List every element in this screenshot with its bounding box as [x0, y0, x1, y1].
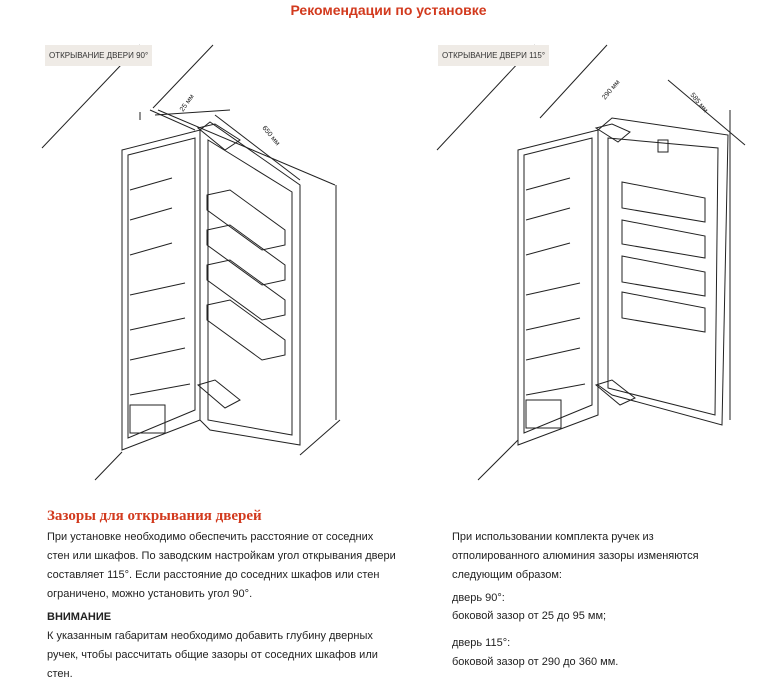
- dim-depth-label: 585 мм: [688, 91, 709, 115]
- handles-text: При использовании комплекта ручек из отполированного алюминия зазоры изменяются следующим образом:: [452, 531, 699, 581]
- page-title: Рекомендации по установке: [290, 2, 487, 18]
- diagram-label-115: ОТКРЫВАНИЕ ДВЕРИ 115°: [438, 45, 549, 66]
- dim-depth-label: 650 мм: [260, 124, 281, 148]
- case-90-value: боковой зазор от 25 до 95 мм;: [452, 610, 607, 622]
- warning-text: К указанным габаритам необходимо добавить глубину дверных ручек, чтобы рассчитать общие зазоры от соседних шкафов или стен.: [47, 630, 378, 680]
- dim-gap-label: 290 мм: [601, 78, 622, 102]
- case-115-title: дверь 115°:: [452, 637, 511, 649]
- dim-gap-label: 25 мм: [178, 93, 196, 114]
- diagram-door-90: [42, 45, 340, 480]
- intro-text: При установке необходимо обеспечить расстояние от соседних стен или шкафов. По заводским настройкам угол открывания двери составляет 115°. Если расстояние до соседних шкафов или стен ограничено, можно установить угол 90°.: [47, 531, 396, 600]
- diagram-door-115: [437, 45, 745, 480]
- case-90-title: дверь 90°:: [452, 592, 505, 604]
- section-heading: Зазоры для открывания дверей: [47, 508, 262, 524]
- diagram-label-90: ОТКРЫВАНИЕ ДВЕРИ 90°: [45, 45, 152, 66]
- warning-title: ВНИМАНИЕ: [47, 611, 112, 623]
- case-115-value: боковой зазор от 290 до 360 мм.: [452, 656, 619, 668]
